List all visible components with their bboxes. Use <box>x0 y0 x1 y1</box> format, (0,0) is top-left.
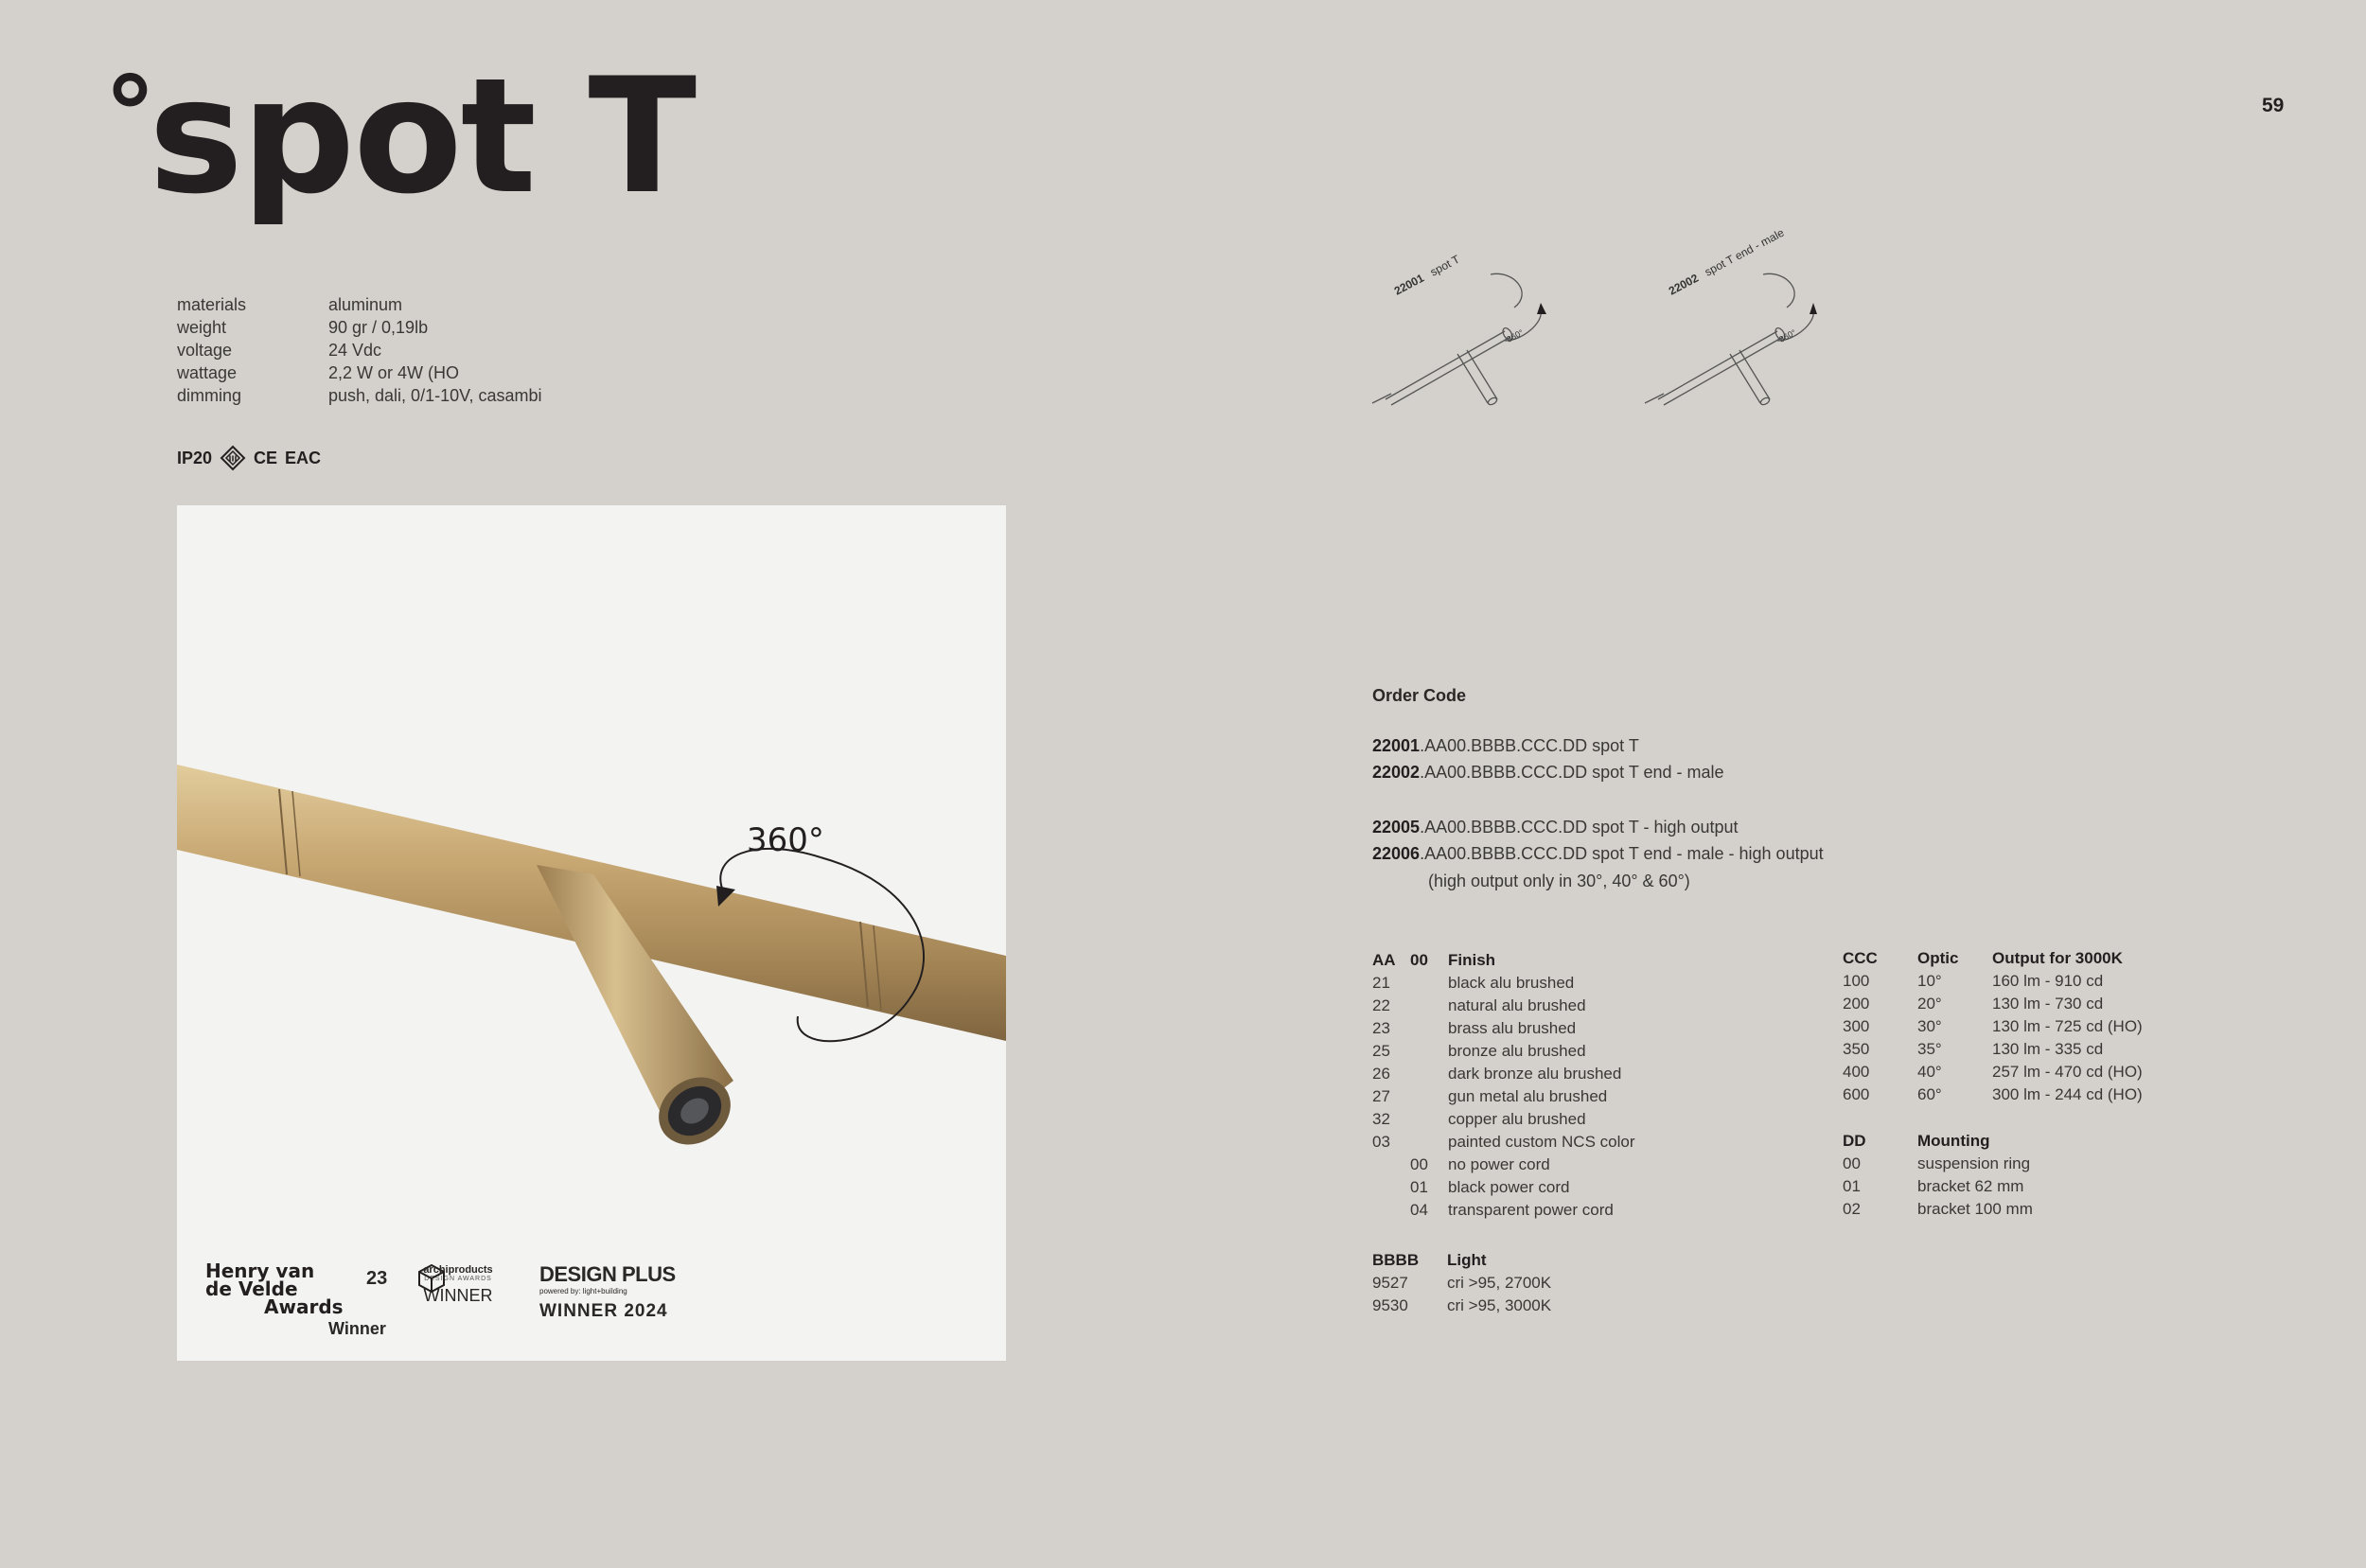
title-text: spot T <box>149 44 696 229</box>
mounting-code: 02 <box>1843 1200 1861 1218</box>
design-plus-award <box>539 1262 676 1322</box>
finish-code: 27 <box>1372 1087 1390 1105</box>
optic-output: 160 lm - 910 cd <box>1992 972 2104 990</box>
finish-name: transparent power cord <box>1448 1201 1614 1219</box>
table-row <box>1372 1017 1634 1040</box>
title-degree-mark: ° <box>104 54 154 175</box>
optic-output: 130 lm - 335 cd <box>1992 1040 2104 1058</box>
product-illustration <box>177 505 1006 1361</box>
optic-col-output: Output for 3000K <box>1992 949 2123 967</box>
optic-angle: 30° <box>1917 1017 1942 1035</box>
eac-mark: EAC <box>285 448 322 467</box>
finish-code: 23 <box>1372 1019 1390 1037</box>
cube-icon <box>415 1262 448 1295</box>
table-row <box>1372 1295 1551 1317</box>
order-code-rest: .AA00.BBBB.CCC.DD spot T - high output <box>1420 818 1739 837</box>
spec-row <box>177 339 541 361</box>
certification-marks <box>177 445 321 471</box>
mounting-col-mounting: Mounting <box>1917 1132 1990 1150</box>
mounting-value: bracket 62 mm <box>1917 1177 2024 1195</box>
hv-line: Awards <box>264 1295 344 1318</box>
table-row <box>1843 1198 2033 1221</box>
hv-year: 23 <box>366 1268 388 1289</box>
order-code-number: 22005 <box>1372 818 1421 837</box>
sketch-code: 22001 <box>1391 271 1426 298</box>
table-row <box>1372 1108 1634 1131</box>
archi-sub: DESIGN AWARDS <box>424 1276 492 1282</box>
svg-text:22002 <box>1667 271 1701 297</box>
finish-col-00: 00 <box>1410 951 1428 969</box>
finish-name: copper alu brushed <box>1448 1110 1586 1128</box>
mounting-table <box>1843 1130 2033 1221</box>
optic-col-optic: Optic <box>1917 949 1959 967</box>
table-row <box>1372 1085 1634 1108</box>
finish-code: 22 <box>1372 996 1390 1014</box>
spec-row <box>177 361 541 384</box>
class-iii-icon <box>220 445 246 471</box>
order-code-rest: .AA00.BBBB.CCC.DD spot T end - male <box>1420 763 1724 782</box>
light-code: 9530 <box>1372 1296 1408 1314</box>
light-value: cri >95, 3000K <box>1447 1296 1552 1314</box>
archi-winner: WINNER <box>423 1286 493 1305</box>
finish-col-aa: AA <box>1372 951 1396 969</box>
mounting-code: 01 <box>1843 1177 1861 1195</box>
table-row <box>1843 993 2143 1015</box>
order-code-heading: Order Code <box>1372 686 1467 705</box>
finish-sub: 00 <box>1410 1155 1428 1173</box>
spec-list <box>177 293 541 407</box>
archi-logo: archiproducts <box>423 1264 493 1276</box>
light-col-light: Light <box>1447 1251 1487 1269</box>
mounting-code: 00 <box>1843 1154 1861 1172</box>
light-code: 9527 <box>1372 1274 1408 1292</box>
dp-winner: WINNER 2024 <box>539 1301 668 1321</box>
sketch-code: 22002 <box>1666 271 1701 298</box>
svg-text:III: III <box>228 454 238 464</box>
optic-output: 130 lm - 725 cd (HO) <box>1992 1017 2143 1035</box>
order-code-rest: .AA00.BBBB.CCC.DD spot T end - male - high output <box>1420 844 1824 863</box>
table-row <box>1372 1154 1634 1176</box>
finish-table <box>1372 949 1634 1222</box>
spec-key: materials <box>177 295 247 314</box>
spec-row <box>177 316 541 339</box>
spec-key: weight <box>177 318 227 337</box>
finish-code: 32 <box>1372 1110 1390 1128</box>
light-header <box>1372 1249 1551 1272</box>
sketch-angle: 360° <box>1777 327 1798 344</box>
order-code-line <box>1372 844 1824 864</box>
order-code-line <box>1372 763 1724 783</box>
product-sketches <box>1363 218 1817 426</box>
hv-award-logo <box>205 1262 344 1316</box>
table-row <box>1843 1153 2033 1175</box>
optic-angle: 40° <box>1917 1063 1942 1081</box>
page-number: 59 <box>2262 95 2285 116</box>
order-code-number: 22002 <box>1372 763 1421 782</box>
spec-row <box>177 384 541 407</box>
optic-code: 300 <box>1843 1017 1870 1035</box>
sketch-22002 <box>1645 226 1817 407</box>
dp-title: DESIGN PLUS <box>539 1262 676 1286</box>
optic-output: 257 lm - 470 cd (HO) <box>1992 1063 2143 1081</box>
finish-code: 25 <box>1372 1042 1390 1060</box>
table-row <box>1372 1272 1551 1295</box>
spec-key: voltage <box>177 341 233 360</box>
finish-name: gun metal alu brushed <box>1448 1087 1608 1105</box>
optic-code: 350 <box>1843 1040 1870 1058</box>
finish-name: painted custom NCS color <box>1448 1133 1635 1151</box>
hv-winner: Winner <box>328 1319 386 1338</box>
spec-value: push, dali, 0/1-10V, casambi <box>328 386 542 405</box>
archiproducts-award <box>415 1262 501 1306</box>
optic-code: 100 <box>1843 972 1870 990</box>
table-row <box>1372 1199 1634 1222</box>
order-code-number: 22001 <box>1372 736 1421 755</box>
finish-name: natural alu brushed <box>1448 996 1586 1014</box>
optic-output: 130 lm - 730 cd <box>1992 995 2104 1013</box>
finish-sub: 01 <box>1410 1178 1428 1196</box>
sketch-name: spot T end - male <box>1702 225 1787 279</box>
ce-mark: CE <box>254 448 278 467</box>
sketch-name: spot T <box>1427 252 1462 279</box>
rotation-label: 360° <box>747 821 824 859</box>
optic-angle: 60° <box>1917 1085 1942 1103</box>
order-code-number: 22006 <box>1372 844 1421 863</box>
table-row <box>1372 1176 1634 1199</box>
optic-table <box>1843 947 2143 1106</box>
finish-name: bronze alu brushed <box>1448 1042 1586 1060</box>
optic-code: 200 <box>1843 995 1870 1013</box>
light-table <box>1372 1249 1551 1317</box>
spec-value: 2,2 W or 4W (HO <box>328 363 460 382</box>
finish-code: 21 <box>1372 974 1390 992</box>
order-code-line <box>1372 736 1639 756</box>
mounting-value: suspension ring <box>1917 1154 2031 1172</box>
spec-value: aluminum <box>328 295 403 314</box>
spec-value: 90 gr / 0,19lb <box>328 318 429 337</box>
spec-key: dimming <box>177 386 242 405</box>
table-row <box>1843 1084 2143 1106</box>
light-col-bbbb: BBBB <box>1372 1251 1420 1269</box>
order-code-line <box>1372 818 1739 837</box>
table-row <box>1372 972 1634 995</box>
table-row <box>1843 1061 2143 1084</box>
finish-name: black power cord <box>1448 1178 1570 1196</box>
table-row <box>1372 1131 1634 1154</box>
order-code-rest: .AA00.BBBB.CCC.DD spot T <box>1420 736 1639 755</box>
mounting-header <box>1843 1130 2033 1153</box>
finish-sub: 04 <box>1410 1201 1428 1219</box>
finish-header <box>1372 949 1634 972</box>
optic-col-ccc: CCC <box>1843 949 1878 967</box>
spec-value: 24 Vdc <box>328 341 382 360</box>
sketch-angle: 360° <box>1505 327 1526 344</box>
optic-output: 300 lm - 244 cd (HO) <box>1992 1085 2143 1103</box>
optic-header <box>1843 947 2143 970</box>
mounting-col-dd: DD <box>1843 1132 1866 1150</box>
order-code-note: (high output only in 30°, 40° & 60°) <box>1428 872 1690 890</box>
finish-name: no power cord <box>1448 1155 1550 1173</box>
sketch-22001 <box>1372 252 1546 406</box>
table-row <box>1372 1063 1634 1085</box>
hv-line: de Velde <box>205 1277 298 1300</box>
spec-row <box>177 293 541 316</box>
table-row <box>1843 1175 2033 1198</box>
optic-angle: 35° <box>1917 1040 1942 1058</box>
finish-name: brass alu brushed <box>1448 1019 1577 1037</box>
finish-name: black alu brushed <box>1448 974 1575 992</box>
spec-key: wattage <box>177 363 238 382</box>
finish-code: 26 <box>1372 1065 1390 1083</box>
optic-code: 600 <box>1843 1085 1870 1103</box>
finish-name: dark bronze alu brushed <box>1448 1065 1622 1083</box>
mounting-value: bracket 100 mm <box>1917 1200 2033 1218</box>
table-row <box>1843 970 2143 993</box>
table-row <box>1843 1015 2143 1038</box>
optic-code: 400 <box>1843 1063 1870 1081</box>
light-value: cri >95, 2700K <box>1447 1274 1552 1292</box>
product-photo <box>177 505 1006 1361</box>
dp-sub: powered by: light+building <box>539 1287 627 1295</box>
awards-strip <box>205 1262 981 1357</box>
finish-col-finish: Finish <box>1448 951 1496 969</box>
optic-angle: 20° <box>1917 995 1942 1013</box>
finish-code: 03 <box>1372 1133 1390 1151</box>
table-row <box>1372 995 1634 1017</box>
table-row <box>1372 1040 1634 1063</box>
table-row <box>1843 1038 2143 1061</box>
optic-angle: 10° <box>1917 972 1942 990</box>
ip-rating: IP20 <box>177 448 213 467</box>
hv-line: Henry van <box>205 1260 315 1282</box>
page-title <box>104 44 696 229</box>
svg-text:22001 <box>1392 271 1426 297</box>
